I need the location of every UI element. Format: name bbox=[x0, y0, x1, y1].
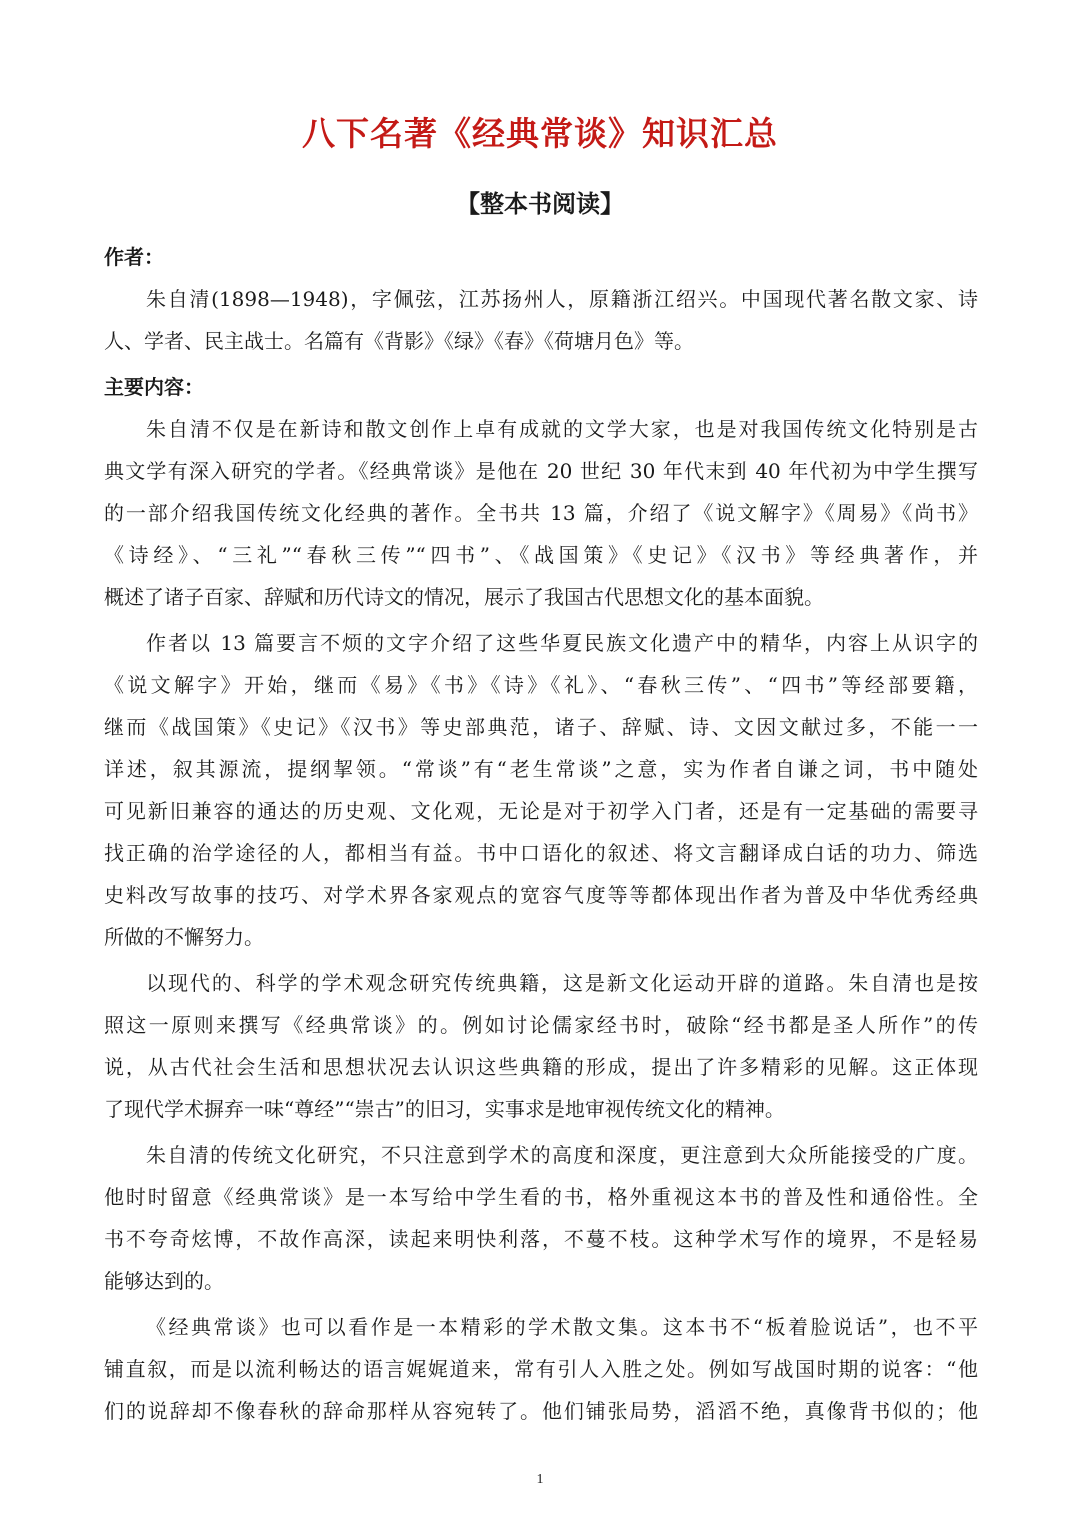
document-body bbox=[104, 236, 978, 1436]
paragraph bbox=[104, 962, 978, 1130]
text-line: 了现代学术摒弃一味“尊经”“崇古”的旧习，实事求是地审视传统文化的精神。 bbox=[104, 1097, 785, 1121]
text-line: 朱自清(1898—1948)，字佩弦，江苏扬州人，原籍浙江绍兴。中国现代著名散文家、诗 bbox=[146, 287, 978, 311]
text-line: 可见新旧兼容的通达的历史观、文化观，无论是对于初学入门者，还是有一定基础的需要寻 bbox=[104, 799, 978, 823]
text-line: 典文学有深入研究的学者。《经典常谈》是他在 20 世纪 30 年代末到 40 年代初为中学生撰写 bbox=[104, 459, 978, 483]
text-line: 照这一原则来撰写《经典常谈》的。例如讨论儒家经书时，破除“经书都是圣人所作”的传 bbox=[104, 1013, 978, 1037]
text-line: 《诗经》、“三礼”“春秋三传”“四书”、《战国策》《史记》《汉书》等经典著作，并 bbox=[104, 543, 978, 567]
text-line: 《经典常谈》也可以看作是一本精彩的学术散文集。这本书不“板着脸说话”，也不平 bbox=[146, 1315, 978, 1339]
text-line: 人、学者、民主战士。名篇有《背影》《绿》《春》《荷塘月色》等。 bbox=[104, 329, 694, 353]
text-line: 找正确的治学途径的人，都相当有益。书中口语化的叙述、将文言翻译成白话的功力、筛选 bbox=[104, 841, 978, 865]
paragraph bbox=[104, 1306, 978, 1432]
text-line: 铺直叙，而是以流利畅达的语言娓娓道来，常有引人入胜之处。例如写战国时期的说客：“他 bbox=[104, 1357, 978, 1381]
page-number: 1 bbox=[536, 1472, 544, 1487]
text-line: 详述，叙其源流，提纲挈领。“常谈”有“老生常谈”之意，实为作者自谦之词，书中随处 bbox=[104, 757, 978, 781]
text-line: 的一部介绍我国传统文化经典的著作。全书共 13 篇，介绍了《说文解字》《周易》《尚书》 bbox=[104, 501, 978, 525]
text-line: 继而《战国策》《史记》《汉书》等史部典范，诸子、辞赋、诗、文因文献过多，不能一一 bbox=[104, 715, 978, 739]
text-line: 作者以 13 篇要言不烦的文字介绍了这些华夏民族文化遗产中的精华，内容上从识字的 bbox=[146, 631, 978, 655]
paragraph bbox=[104, 278, 978, 362]
text-line: 所做的不懈努力。 bbox=[104, 925, 264, 949]
text-line: 朱自清的传统文化研究，不只注意到学术的高度和深度，更注意到大众所能接受的广度。 bbox=[146, 1143, 978, 1167]
text-line: 们的说辞却不像春秋的辞命那样从容宛转了。他们铺张局势，滔滔不绝，真像背书似的；他 bbox=[104, 1399, 978, 1423]
section-heading: 主要内容： bbox=[104, 375, 204, 399]
text-line: 史料改写故事的技巧、对学术界各家观点的宽容气度等等都体现出作者为普及中华优秀经典 bbox=[104, 883, 978, 907]
section-heading: 作者： bbox=[104, 245, 164, 269]
text-line: 能够达到的。 bbox=[104, 1269, 224, 1293]
text-line: 《说文解字》开始，继而《易》《书》《诗》《礼》、“春秋三传”、“四书”等经部要籍， bbox=[104, 673, 978, 697]
document-title: 八下名著《经典常谈》知识汇总 bbox=[302, 114, 778, 153]
text-line: 他时时留意《经典常谈》是一本写给中学生看的书，格外重视这本书的普及性和通俗性。全 bbox=[104, 1185, 978, 1209]
section-subtitle: 【整本书阅读】 bbox=[456, 190, 624, 218]
paragraph bbox=[104, 622, 978, 958]
paragraph bbox=[104, 408, 978, 618]
text-line: 概述了诸子百家、辞赋和历代诗文的情况，展示了我国古代思想文化的基本面貌。 bbox=[104, 585, 824, 609]
text-line: 说，从古代社会生活和思想状况去认识这些典籍的形成，提出了许多精彩的见解。这正体现 bbox=[104, 1055, 978, 1079]
text-line: 书不夸奇炫博，不故作高深，读起来明快利落，不蔓不枝。这种学术写作的境界，不是轻易 bbox=[104, 1227, 978, 1251]
text-line: 以现代的、科学的学术观念研究传统典籍，这是新文化运动开辟的道路。朱自清也是按 bbox=[146, 971, 978, 995]
paragraph bbox=[104, 1134, 978, 1302]
text-line: 朱自清不仅是在新诗和散文创作上卓有成就的文学大家，也是对我国传统文化特别是古 bbox=[146, 417, 978, 441]
